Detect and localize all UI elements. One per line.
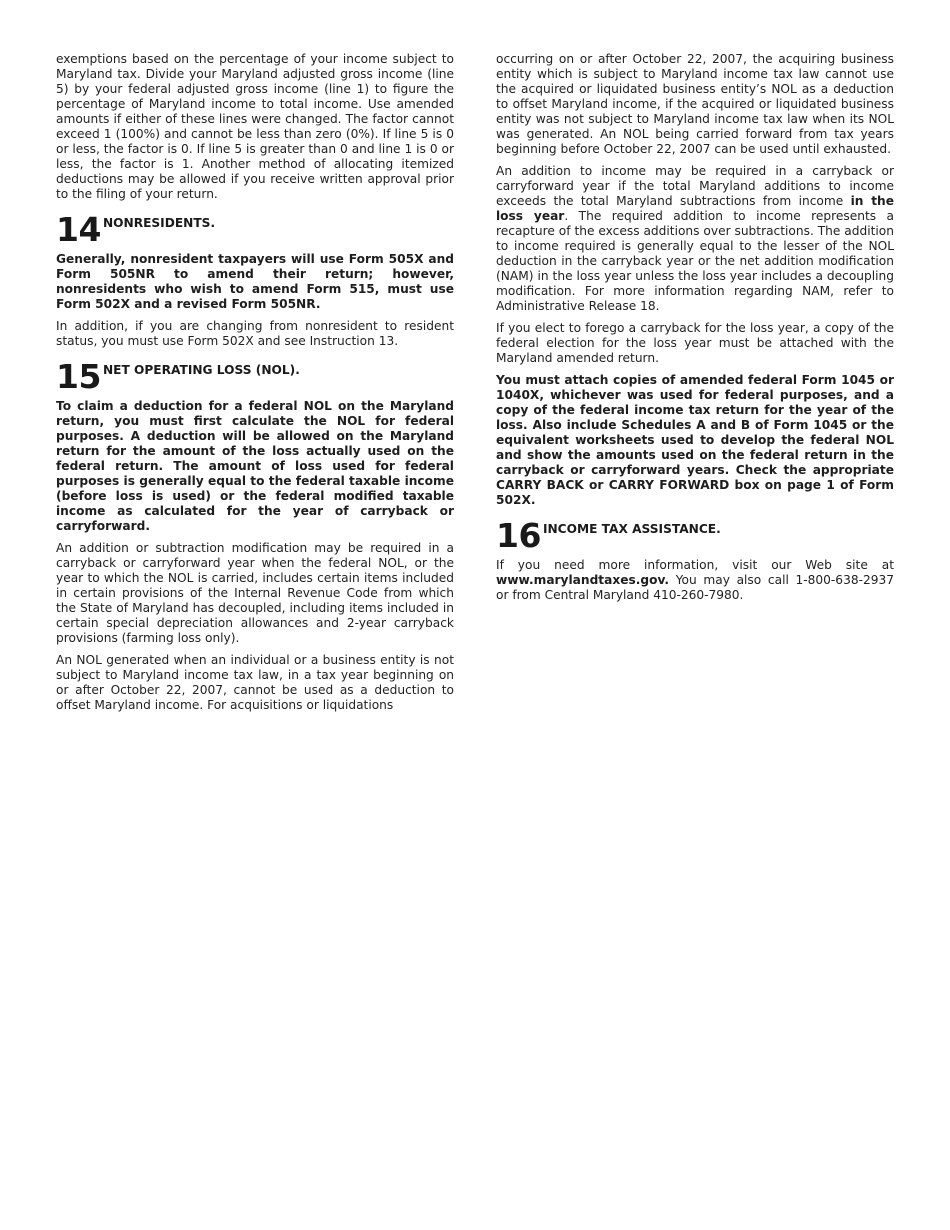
nol-acquisition-paragraph: An NOL generated when an individual or a business entity is not subject to Maryland income tax law, in a tax year beginning on or after October 22, 2007, cannot be used as a deduction to offset Maryland income. For acquisitions or liquidations bbox=[56, 653, 454, 712]
nonresident-bold-paragraph: Generally, nonresident taxpayers will use Form 505X and Form 505NR to amend their return; however, nonresidents who wish to amend Form 515, must use Form 502X and a revised Form 505NR. bbox=[56, 252, 454, 311]
section-16-number: 16 bbox=[496, 516, 541, 555]
section-16-title: INCOME TAX ASSISTANCE. bbox=[542, 522, 721, 536]
section-16-heading bbox=[496, 516, 894, 555]
addition-text-2: . The required addition to income represents a recapture of the excess additions over subtractions. The addition to income required is generally equal to the lesser of the NOL deduction in the carryback year or the net addition modification (NAM) in the loss year unless the loss year includes a decoupling modification. For more information regarding NAM, refer to Administrative Release 18. bbox=[496, 209, 895, 313]
addition-to-income-paragraph bbox=[496, 164, 894, 314]
allocation-paragraph: exemptions based on the percentage of your income subject to Maryland tax. Divide your Maryland adjusted gross income (line 5) by your federal adjusted gross income (line 1) to figure the percentage of Maryland income to total income. Use amended amounts if either of these lines were changed. The factor cannot exceed 1 (100%) and cannot be less than zero (0%). If line 5 is 0 or less, the factor is 0. If line 5 is greater than 0 and line 1 is 0 or less, the factor is 1. Another method of allocating itemized deductions may be allowed if you receive written approval prior to the filing of your return. bbox=[56, 52, 454, 201]
section-15-number: 15 bbox=[56, 357, 101, 396]
attach-copies-paragraph: You must attach copies of amended federal Form 1045 or 1040X, whichever was used for federal purposes, and a copy of the federal income tax return for the year of the loss. Also include Schedules A and B of Form 1045 or the equivalent worksheets used to develop the federal NOL and show the amounts used on the federal return in the carryback or carryforward years. Check the appropriate CARRY BACK or CARRY FORWARD box on page 1 of Form 502X. bbox=[496, 373, 894, 507]
section-14-heading bbox=[56, 210, 454, 249]
section-14-number: 14 bbox=[56, 210, 101, 249]
nonresident-paragraph: In addition, if you are changing from nonresident to resident status, you must use Form 502X and see Instruction 13. bbox=[56, 319, 454, 348]
right-column bbox=[496, 52, 894, 610]
assistance-paragraph bbox=[496, 558, 894, 603]
nol-bold-paragraph: To claim a deduction for a federal NOL on the Maryland return, you must first calculate the NOL for federal purposes. A deduction will be allowed on the Maryland return for the amount of the loss actually used on the federal return. The amount of loss used for federal purposes is generally equal to the federal taxable income (before loss is used) or the federal modified taxable income as calculated for the year of carryback or carryforward. bbox=[56, 399, 454, 533]
assistance-text-1: If you need more information, visit our Web site at bbox=[496, 558, 894, 572]
section-14-title: NONRESIDENTS. bbox=[102, 216, 216, 230]
addition-text-1: An addition to income may be required in a carryback or carryforward year if the total Maryland additions to income exceeds the total Maryland subtractions from income bbox=[496, 164, 894, 208]
section-15-title: NET OPERATING LOSS (NOL). bbox=[102, 363, 300, 377]
website-link[interactable]: www.marylandtaxes.gov. bbox=[496, 573, 670, 587]
left-column bbox=[56, 52, 454, 720]
nol-modification-paragraph: An addition or subtraction modification may be required in a carryback or carryforward year when the federal NOL, or the year to which the NOL is carried, includes certain items included in certain provisions of the Internal Revenue Code from which the State of Maryland has decoupled, including items included in certain special depreciation allowances and 2-year carryback provisions (farming loss only). bbox=[56, 541, 454, 645]
assistance-text-2: You may also call 1-800-638-2937 or from Central Maryland 410-260-7980. bbox=[496, 573, 894, 602]
addition-bold-text: in the loss year bbox=[496, 194, 894, 223]
section-15-heading bbox=[56, 357, 454, 396]
nol-continued-paragraph: occurring on or after October 22, 2007, the acquiring business entity which is subject to Maryland income tax law cannot use the acquired or liquidated business entity’s NOL as a deduction to offset Maryland income, if the acquired or liquidated business entity was not subject to Maryland income tax law when its NOL was generated. An NOL being carried forward from tax years beginning before October 22, 2007 can be used until exhausted. bbox=[496, 52, 894, 156]
forego-carryback-paragraph: If you elect to forego a carryback for the loss year, a copy of the federal election for the loss year must be attached with the Maryland amended return. bbox=[496, 321, 894, 365]
